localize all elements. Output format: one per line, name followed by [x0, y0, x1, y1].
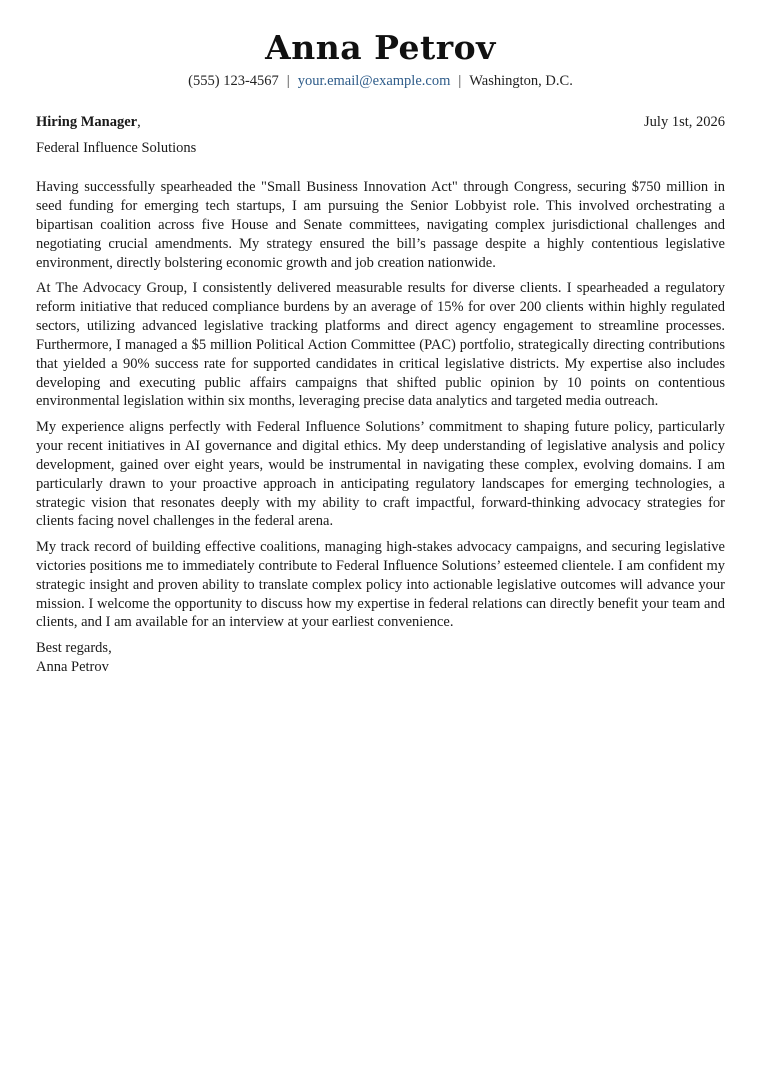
- letter-body: [36, 178, 725, 632]
- cover-letter-page: [36, 0, 725, 677]
- body-paragraph: Having successfully spearheaded the "Small Business Innovation Act" through Congress, securing $750 million in seed funding for emerging tech startups, I am pursuing the Senior Lobbyist role. This involved orchestrating a bipartisan coalition across five House and Senate committees, navigating complex jurisdictional challenges and negotiating crucial amendments. My strategy ensured the bill’s passage despite a highly contentious legislative environment, directly bolstering economic growth and job creation nationwide.: [36, 179, 725, 271]
- recipient-title: Hiring Manager: [36, 114, 138, 130]
- recipient-title-suffix: ,: [137, 114, 141, 130]
- contact-separator: |: [286, 73, 290, 89]
- phone-number: (555) 123-4567: [188, 73, 279, 89]
- recipient-row: [36, 112, 725, 132]
- location-text: Washington, D.C.: [469, 73, 573, 89]
- contact-line: [36, 71, 725, 91]
- letter-closing: [36, 639, 725, 677]
- body-paragraph: At The Advocacy Group, I consistently delivered measurable results for diverse clients. I spearheaded a regulatory reform initiative that reduced compliance burdens by an average of 15% for over 200 clients within highly regulated sectors, utilizing advanced legislative tracking platforms and direct agency engagement to streamline processes. Furthermore, I managed a $5 million Political Action Committee (PAC) portfolio, strategically directing contributions that yielded a 90% success rate for supported candidates in critical legislative districts. My expertise also includes developing and executing public affairs campaigns that shifted public opinion by 10 points on contentious environmental legislation within six months, leveraging precise data analytics and targeted media outreach.: [36, 280, 725, 410]
- applicant-name: Anna Petrov: [265, 28, 496, 67]
- recipient-salutation: [36, 112, 141, 132]
- contact-separator: |: [458, 73, 462, 89]
- email-link[interactable]: your.email@example.com: [297, 73, 451, 89]
- recipient-company: Federal Influence Solutions: [36, 140, 197, 156]
- body-paragraph: My experience aligns perfectly with Federal Influence Solutions’ commitment to shaping future policy, particularly your recent initiatives in AI governance and digital ethics. My deep understanding of legislative analysis and policy development, gained over eight years, would be instrumental in navigating these complex, evolving domains. I am particularly drawn to your proactive approach in anticipating regulatory landscapes for emerging technologies, a strategic vision that resonates deeply with my ability to craft impactful, forward-thinking advocacy strategies for clients facing novel challenges in the federal arena.: [36, 418, 725, 530]
- letter-date: July 1st, 2026: [644, 114, 725, 130]
- body-paragraph: My track record of building effective coalitions, managing high-stakes advocacy campaigns, and securing legislative victories positions me to immediately contribute to Federal Influence Solutions’ esteemed clientele. I am confident my strategic insight and proven ability to translate complex policy into actionable legislative outcomes will advance your mission. I welcome the opportunity to discuss how my expertise in federal relations can directly benefit your team and clients, and I am available for an interview at your earliest convenience.: [36, 538, 725, 631]
- closing-salutation: Best regards,: [36, 639, 112, 656]
- closing-signature: Anna Petrov: [36, 658, 109, 675]
